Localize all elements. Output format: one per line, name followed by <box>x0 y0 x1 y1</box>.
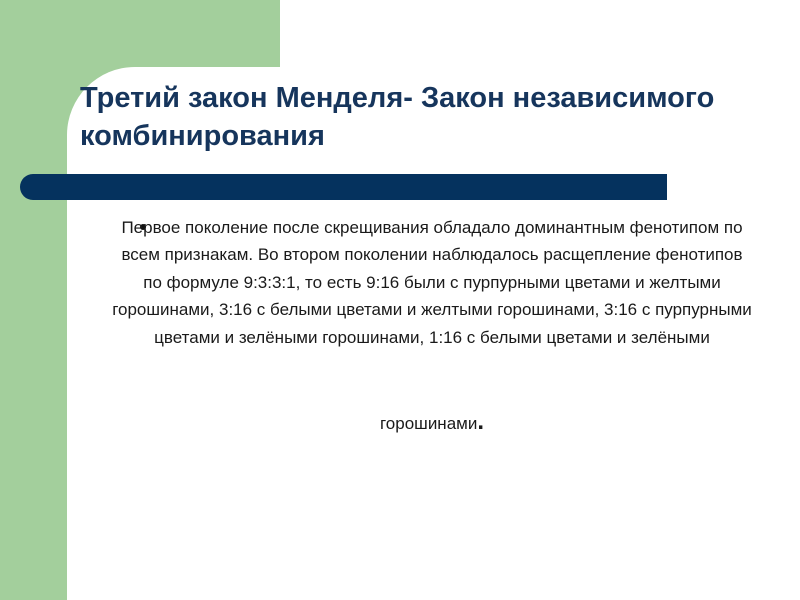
slide-title: Третий закон Менделя- Закон независимого комбинирования <box>80 82 715 152</box>
title-underline-bar <box>20 174 667 200</box>
bullet-text-last-line <box>112 406 752 440</box>
bullet-last-word: горошинами <box>379 414 478 433</box>
bullet-text: Первое поколение после скрещивания обладало доминантным фенотипом по всем признакам. Во втором поколении наблюдалось расщепление фенотипов по формуле 9:3:3:1, то есть 9:16 были с пурпурными цветами и желтыми горошинами, 3:16 с белыми цветами и желтыми горошинами, 3:16 с пурпурными цветами и зелёными горошинами, 1:16 с белыми цветами и зелёными <box>112 218 752 347</box>
bullet-end-mark: . <box>477 408 485 435</box>
